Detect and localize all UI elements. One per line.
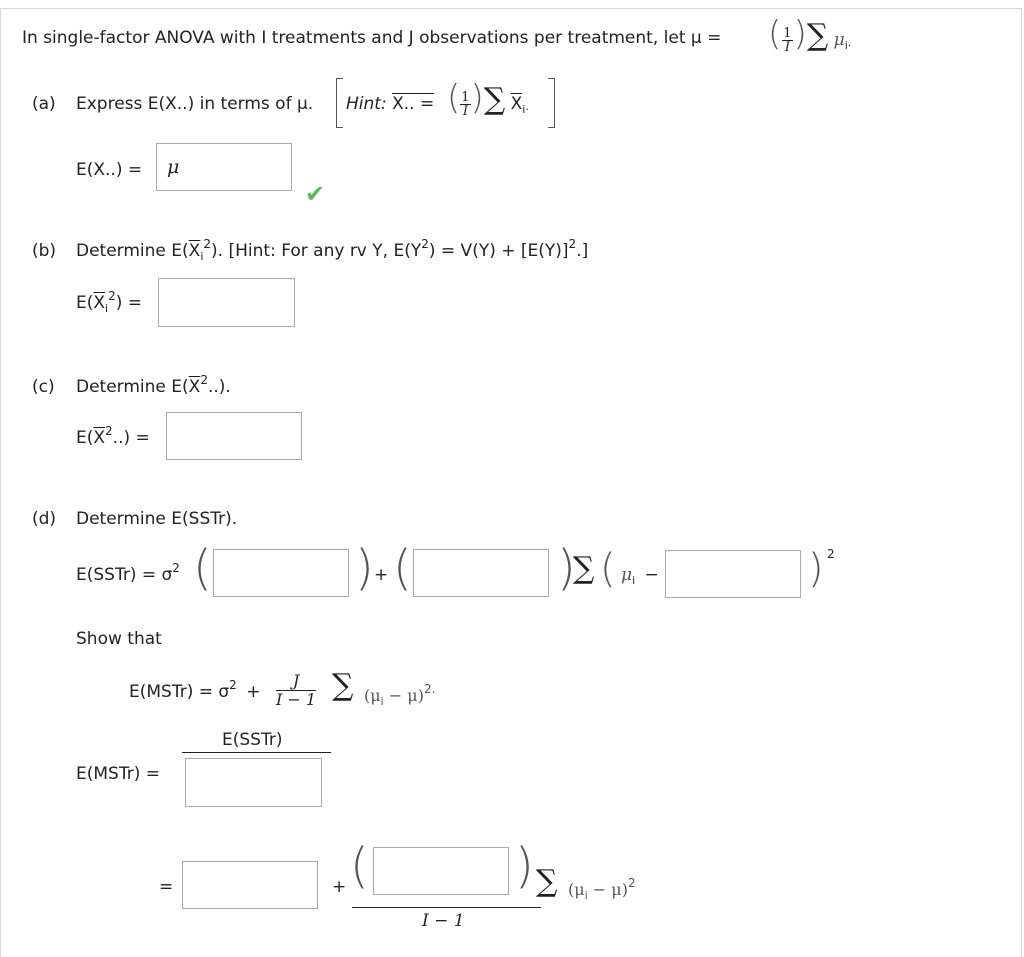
mstr-sum-term: $(\mu_i - \mu)^{2.}$ <box>364 682 436 708</box>
sstr-blank-2-input[interactable] <box>413 549 549 597</box>
mu-i-term: $\mu_i$ − <box>621 565 659 587</box>
correct-check-icon: ✔ <box>305 180 326 208</box>
final-blank-2-input[interactable] <box>373 847 509 895</box>
paren-left-1: ( <box>193 540 212 596</box>
sum-icon: ∑ <box>536 864 558 899</box>
mstr-blank-input[interactable] <box>185 758 322 807</box>
sstr-blank-1-input[interactable] <box>213 549 349 597</box>
paren-right-1: ) <box>355 540 374 596</box>
sum-icon: ∑ <box>483 82 506 117</box>
paren-left-4: ( <box>350 838 369 894</box>
part-a-hint-sum: ( $\frac{1}{I}$ )∑ $\overline{X}_{i\cdot}$ <box>447 78 529 119</box>
hint-bracket-left <box>336 78 343 128</box>
part-d-prompt: Determine E(SSTr). <box>76 509 238 529</box>
fraction-bar-1 <box>182 752 331 753</box>
part-b-label: (b) <box>32 241 57 261</box>
equals-sign: = <box>159 877 174 897</box>
part-c-label: (c) <box>32 377 55 397</box>
sstr-formula-label: E(SSTr) = $\sigma^2$ <box>76 561 180 585</box>
part-a-prompt: Express E(X..) in terms of μ. <box>76 94 314 114</box>
paren-right-3: ) <box>808 546 824 592</box>
paren-right-2: ) <box>557 540 576 596</box>
mstr-formula: E(MSTr) = $\sigma^2$ + <box>129 678 261 702</box>
part-c-prompt: Determine $E(\overline{X}^2..)$. <box>76 373 231 397</box>
part-c-answer-input[interactable] <box>166 412 302 460</box>
paren-left-2: ( <box>393 540 412 596</box>
paren-right-4: ) <box>515 838 534 894</box>
sum-icon: ∑ <box>573 551 595 586</box>
intro-fraction: ( $\frac{1}{I}$ )∑ $\mu_{i\cdot}$ <box>768 14 852 55</box>
hint-bracket-right <box>548 78 555 128</box>
part-a-answer-input[interactable] <box>156 143 292 191</box>
sum-icon: ∑ <box>806 18 829 53</box>
part-a-answer-label: E(X..) = <box>76 160 143 180</box>
question-frame <box>0 8 1022 957</box>
part-a-hint: Hint: X.. = <box>346 94 435 114</box>
outer-square: 2 <box>827 547 835 561</box>
part-d-label: (d) <box>32 509 57 529</box>
sstr-numerator: E(SSTr) <box>222 730 283 750</box>
mstr-fraction: $\frac{J}{I - 1}$ <box>276 671 317 709</box>
part-a-label: (a) <box>32 94 56 114</box>
part-b-answer-label: $E(\overline{X}_i^2)$ = <box>76 289 143 315</box>
mstr-answer-label: E(MSTr) = <box>76 764 160 784</box>
paren-left-3: ( <box>600 546 616 592</box>
problem-intro: In single-factor ANOVA with I treatments and J observations per treatment, let μ = <box>22 28 722 48</box>
final-plus-sign: + <box>332 877 347 897</box>
plus-sign: + <box>374 565 389 585</box>
final-denominator: I − 1 <box>422 911 465 931</box>
show-that-text: Show that <box>76 629 162 649</box>
part-b-prompt: Determine $E(\overline{X}_i^2)$. [Hint: For any rv Y, $E(Y^2) = V(Y) + [E(Y)]^2$.] <box>76 237 589 263</box>
fraction-bar-2 <box>352 907 541 908</box>
part-c-answer-label: $E(\overline{X}^2..)$ = <box>76 424 150 448</box>
final-blank-1-input[interactable] <box>182 861 318 909</box>
sum-icon: ∑ <box>332 668 354 703</box>
final-sum-term: $(\mu_i - \mu)^2$ <box>568 876 636 902</box>
part-b-answer-input[interactable] <box>158 278 295 327</box>
sstr-blank-3-input[interactable] <box>665 550 801 598</box>
